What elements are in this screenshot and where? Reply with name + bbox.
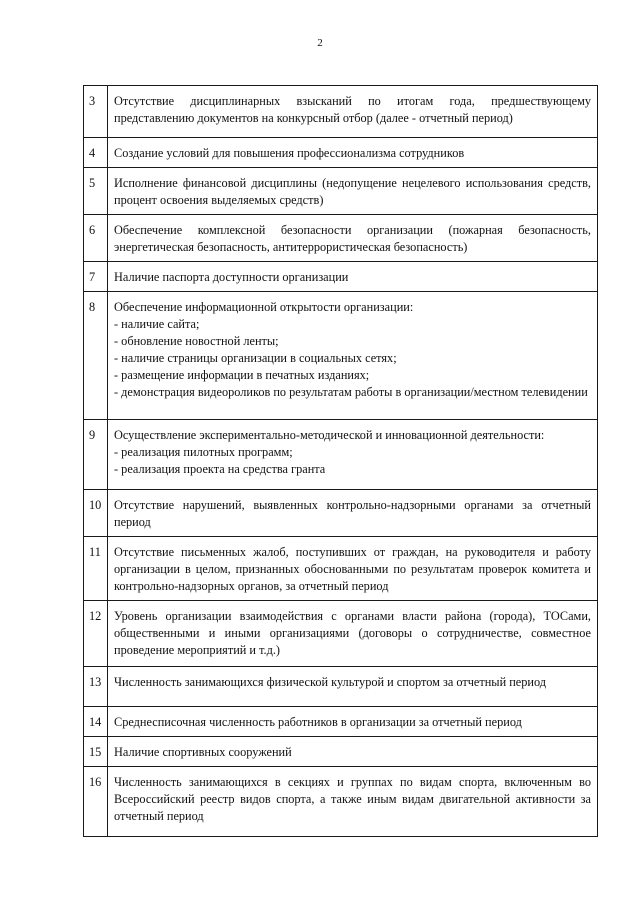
criterion-title: Обеспечение информационной открытости организации: <box>114 300 414 314</box>
table-row <box>84 138 598 168</box>
criterion-title: Отсутствие дисциплинарных взысканий по итогам года, предшествующему представлению документов на конкурсный отбор (далее - отчетный период) <box>114 94 591 125</box>
criterion-title: Отсутствие нарушений, выявленных контрольно-надзорными органами за отчетный период <box>114 498 591 529</box>
page-number: 2 <box>317 37 323 49</box>
criterion-list-item: - наличие сайта; <box>114 317 200 331</box>
criterion-text <box>108 292 598 420</box>
row-number: 16 <box>84 767 108 837</box>
table-row <box>84 667 598 707</box>
table-row <box>84 737 598 767</box>
table-row <box>84 86 598 138</box>
table-row <box>84 537 598 601</box>
criterion-title: Исполнение финансовой дисциплины (недопущение нецелевого использования средств, процент освоения выделяемых средств) <box>114 176 591 207</box>
table-row <box>84 262 598 292</box>
criterion-title: Отсутствие письменных жалоб, поступивших от граждан, на руководителя и работу организации в целом, признанных обоснованными по результатам проверок комитета и контрольно-надзорных органов, за отчетный период <box>114 545 591 593</box>
criterion-text <box>108 215 598 262</box>
criterion-title: Численность занимающихся в секциях и группах по видам спорта, включенным во Всероссийский реестр видов спорта, а также иным видам двигательной активности за отчетный период <box>114 775 591 823</box>
criterion-list-item: - реализация пилотных программ; <box>114 445 293 459</box>
criteria-table <box>83 85 598 837</box>
criterion-title: Наличие паспорта доступности организации <box>114 270 349 284</box>
table-row <box>84 601 598 667</box>
criterion-list-item: - обновление новостной ленты; <box>114 334 279 348</box>
row-number: 11 <box>84 537 108 601</box>
row-number: 8 <box>84 292 108 420</box>
row-number: 6 <box>84 215 108 262</box>
criterion-text <box>108 138 598 168</box>
table-row <box>84 707 598 737</box>
table-row <box>84 420 598 490</box>
criterion-title: Среднесписочная численность работников в организации за отчетный период <box>114 715 522 729</box>
row-number: 9 <box>84 420 108 490</box>
criterion-text <box>108 537 598 601</box>
row-number: 4 <box>84 138 108 168</box>
row-number: 5 <box>84 168 108 215</box>
row-number: 3 <box>84 86 108 138</box>
criterion-list-item: - реализация проекта на средства гранта <box>114 462 326 476</box>
table-row <box>84 215 598 262</box>
table-row <box>84 767 598 837</box>
row-number: 10 <box>84 490 108 537</box>
row-number: 12 <box>84 601 108 667</box>
table-row <box>84 490 598 537</box>
row-number: 14 <box>84 707 108 737</box>
criterion-title: Численность занимающихся физической культурой и спортом за отчетный период <box>114 675 547 689</box>
criterion-text <box>108 601 598 667</box>
criterion-text <box>108 86 598 138</box>
criterion-text <box>108 490 598 537</box>
criterion-title: Создание условий для повышения профессионализма сотрудников <box>114 146 465 160</box>
criterion-title: Осуществление экспериментально-методической и инновационной деятельности: <box>114 428 545 442</box>
row-number: 7 <box>84 262 108 292</box>
criterion-text <box>108 420 598 490</box>
criterion-text <box>108 767 598 837</box>
table-row <box>84 292 598 420</box>
criterion-title: Уровень организации взаимодействия с органами власти района (города), ТОСами, общественными и иными организациями (договоры о сотрудничестве, совместное проведение мероприятий и т.д.) <box>114 609 591 657</box>
criterion-list-item: - наличие страницы организации в социальных сетях; <box>114 351 397 365</box>
criteria-table-body <box>84 86 598 837</box>
row-number: 13 <box>84 667 108 707</box>
criterion-text <box>108 667 598 707</box>
criterion-text <box>108 707 598 737</box>
criterion-list-item: - демонстрация видеороликов по результатам работы в организации/местном телевидении <box>114 385 588 399</box>
criterion-title: Наличие спортивных сооружений <box>114 745 292 759</box>
criterion-text <box>108 262 598 292</box>
row-number: 15 <box>84 737 108 767</box>
criterion-text <box>108 168 598 215</box>
criterion-title: Обеспечение комплексной безопасности организации (пожарная безопасность, энергетическая безопасность, антитеррористическая безопасность) <box>114 223 591 254</box>
criterion-text <box>108 737 598 767</box>
criterion-list-item: - размещение информации в печатных изданиях; <box>114 368 370 382</box>
table-row <box>84 168 598 215</box>
